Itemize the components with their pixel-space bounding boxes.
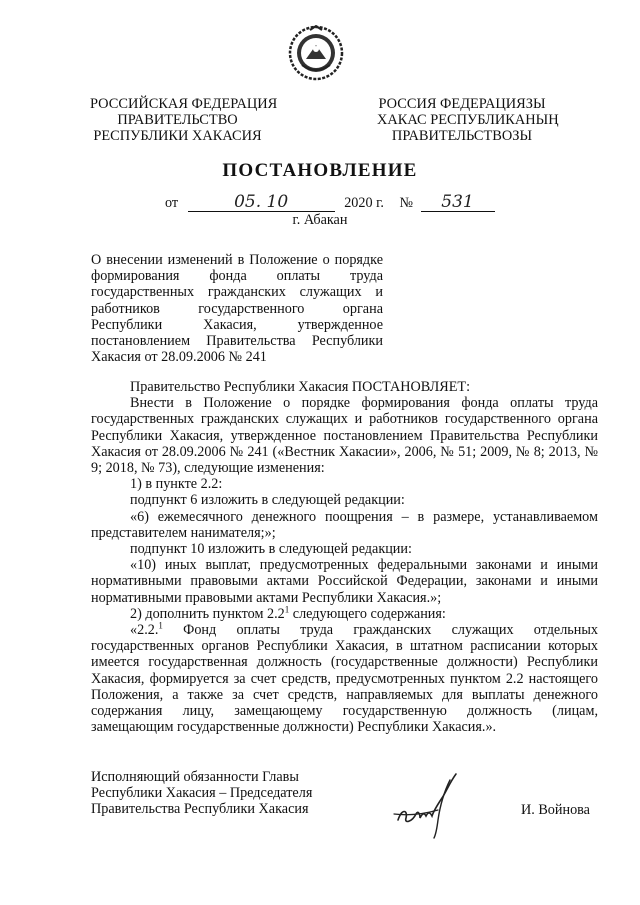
subject-line: государственных гражданских служащих и [91,284,383,301]
header-left-line: РЕСПУБЛИКИ ХАКАСИЯ [93,128,262,144]
body-paragraph: подпункт 10 изложить в следующей редакции: [130,541,412,558]
superscript: 1 [284,604,290,615]
header-left-line: РОССИЙСКАЯ ФЕДЕРАЦИЯ [90,96,278,112]
handwritten-date: 05. 10 [234,192,289,212]
signatory-position [91,769,312,818]
body-paragraph: подпункт 6 изложить в следующей редакции: [130,492,405,509]
handwritten-number: 531 [441,192,474,212]
document-body [91,379,598,735]
body-paragraph: 1) в пункте 2.2: [130,476,223,493]
signatory-line: Правительства Республики Хакасия [91,801,309,818]
subject-line: О внесении изменений в Положение о порядке [91,252,383,268]
text-segment: 2) дополнить пунктом 2.2 [130,605,285,622]
text-segment: следующего содержания: [289,605,446,622]
signer-name: И. Войнова [521,802,590,818]
header-right-line: РОССИЯ ФЕДЕРАЦИЯЗЫ [378,96,546,112]
header-left [90,96,278,144]
document-title: ПОСТАНОВЛЕНИЕ [222,160,418,181]
year-label: 2020 г. [344,195,384,211]
header-left-line: ПРАВИТЕЛЬСТВО [117,112,238,128]
signatory-line: Исполняющий обязанности Главы [91,769,299,785]
signatory-line: Республики Хакасия – Председателя [91,785,313,802]
text-segment: «2.2. [130,622,159,639]
subject-line: работников государственного органа [91,300,383,317]
body-paragraph: Правительство Республики Хакасия ПОСТАНОВЛЯЕТ: [130,379,471,395]
body-paragraph [91,606,598,622]
date-field [188,192,335,212]
body-paragraph: «6) ежемесячного денежного поощрения – в размере, устанавливаемом представителем нанимателя;»; [91,508,598,541]
text-segment: Фонд оплаты труда гражданских служащих отдельных государственных органов Республики Хакасия, в штатном расписании которых имеется государственная должность (государственные должности) Республики Хакасия, формируется за счет средств, предусмотренных пунктом 2.2 настоящего Положения, а также за счет средств, направляемых для выплаты денежного содержания лицу, замещающему государственную должность (лицам, замещающим государственные должности) Республики Хакасия.». [91,622,598,736]
number-label: № [399,195,413,211]
subject-block [91,252,383,365]
header-right [377,96,559,144]
from-label: от [165,195,179,211]
header-right-line: ПРАВИТЕЛЬСТВОЗЫ [391,128,533,144]
number-field [421,192,495,212]
subject-line: постановлением Правительства Республики [91,332,383,349]
subject-line: формирования фонда оплаты труда [91,268,383,285]
date-number-line [165,192,495,212]
body-paragraph: «10) иных выплат, предусмотренных федеральными законами и иными нормативными правовыми актами Российской Федерации, законами и иными нормативными правовыми актами Республики Хакасия.»; [91,557,598,606]
subject-line: Республики Хакасия, утвержденное [91,316,383,333]
superscript: 1 [158,620,163,631]
body-paragraph: Внести в Положение о порядке формирования фонда оплаты труда государственных гражданских служащих и работников государственного органа Республики Хакасия, утвержденное постановлением Правительства Республики Хакасия от 28.09.2006 № 241 («Вестник Хакасии», 2006, № 51; 2009, № 8; 2013, № 9; 2018, № 73), следующие изменения: [91,395,598,477]
header-right-line: ХАКАС РЕСПУБЛИКАНЫҢ [377,112,559,128]
body-paragraph [91,622,598,735]
city: г. Абакан [292,212,348,228]
coat-of-arms-emblem [288,25,344,81]
subject-line: Хакасия от 28.09.2006 № 241 [91,349,267,366]
handwritten-signature [390,770,490,840]
